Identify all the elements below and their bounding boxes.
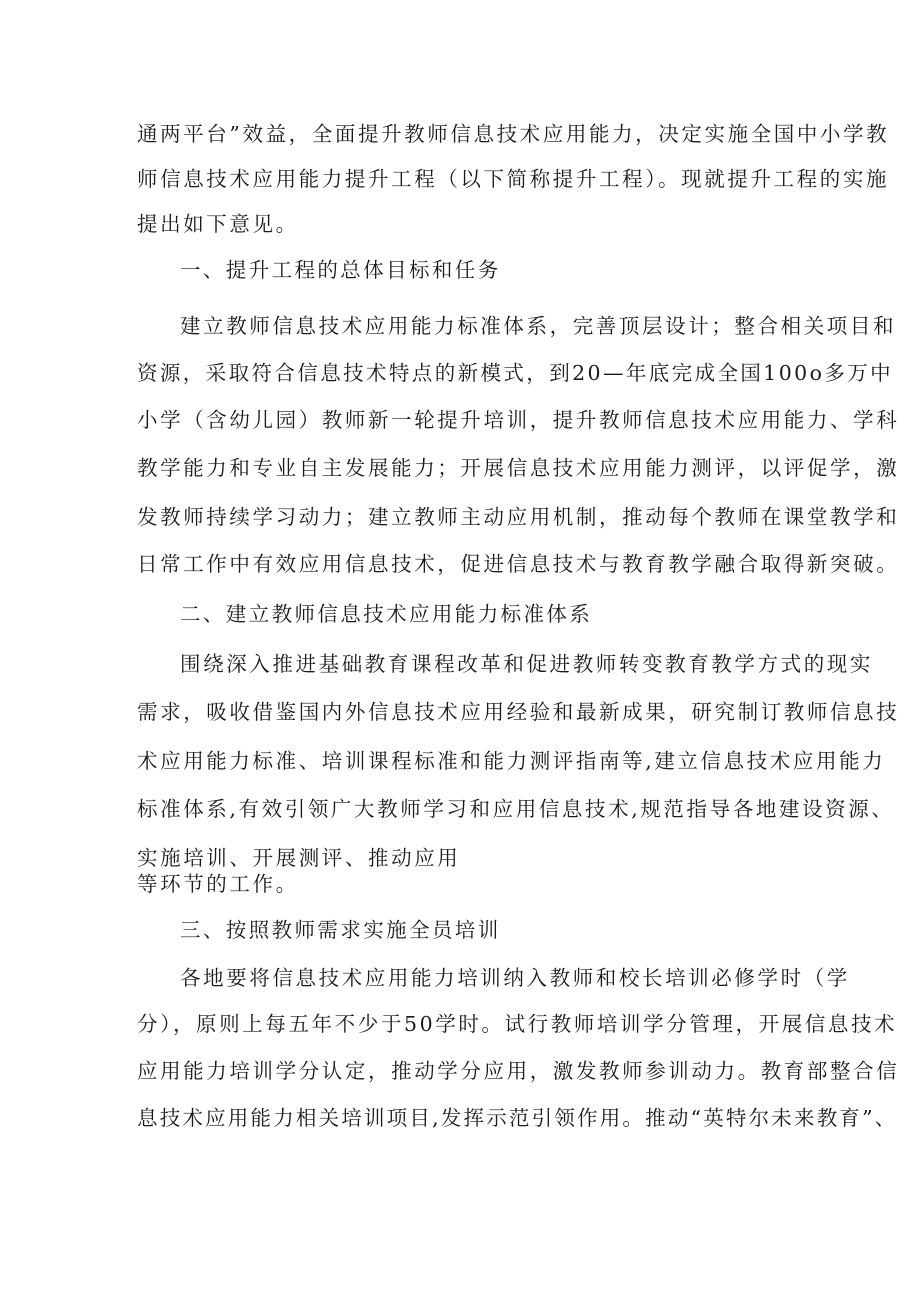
body-text-line: 通两平台”效益，全面提升教师信息技术应用能力，决定实施全国中小学教 <box>137 122 890 146</box>
section-heading-1: 一、提升工程的总体目标和任务 <box>180 258 501 282</box>
body-text-line: 建立教师信息技术应用能力标准体系，完善顶层设计；整合相关项目和 <box>180 314 897 338</box>
body-text-line: 等环节的工作。 <box>137 872 299 896</box>
body-text-line: 小学（含幼儿园）教师新一轮提升培训，提升教师信息技术应用能力、学科 <box>137 408 900 432</box>
section-heading-2: 二、建立教师信息技术应用能力标准体系 <box>180 602 593 626</box>
body-text-line: 需求，吸收借鉴国内外信息技术应用经验和最新成果，研究制订教师信息技 <box>137 700 900 724</box>
section-heading-3: 三、按照教师需求实施全员培训 <box>180 918 501 942</box>
body-text-line: 息技术应用能力相关培训项目,发挥示范引领作用。推动“英特尔未来教育”、 <box>137 1106 898 1130</box>
body-text-line: 各地要将信息技术应用能力培训纳入教师和校长培训必修学时（学 <box>180 966 850 990</box>
body-text-line: 实施培训、开展测评、推动应用 <box>137 846 461 870</box>
body-text-line: 发教师持续学习动力；建立教师主动应用机制，推动每个教师在课堂教学和 <box>137 505 900 529</box>
body-text-line: 资源，采取符合信息技术特点的新模式，到20—年底完成全国100o多万中 <box>137 361 894 385</box>
body-text-line: 标准体系,有效引领广大教师学习和应用信息技术,规范指导各地建设资源、 <box>137 797 895 821</box>
body-text-line: 分），原则上每五年不少于50学时。试行教师培训学分管理，开展信息技术 <box>137 1012 898 1036</box>
body-text-line: 应用能力培训学分认定，推动学分应用，激发教师参训动力。教育部整合信 <box>137 1059 900 1083</box>
body-text-line: 术应用能力标准、培训课程标准和能力测评指南等,建立信息技术应用能力 <box>137 749 886 773</box>
body-text-line: 提出如下意见。 <box>137 212 299 236</box>
body-text-line: 教学能力和专业自主发展能力；开展信息技术应用能力测评，以评促学，激 <box>137 456 900 480</box>
body-text-line: 日常工作中有效应用信息技术，促进信息技术与教育教学融合取得新突破。 <box>137 552 900 576</box>
body-text-line: 师信息技术应用能力提升工程（以下简称提升工程）。现就提升工程的实施 <box>137 167 890 191</box>
body-text-line: 围绕深入推进基础教育课程改革和促进教师转变教育教学方式的现实 <box>180 652 873 676</box>
